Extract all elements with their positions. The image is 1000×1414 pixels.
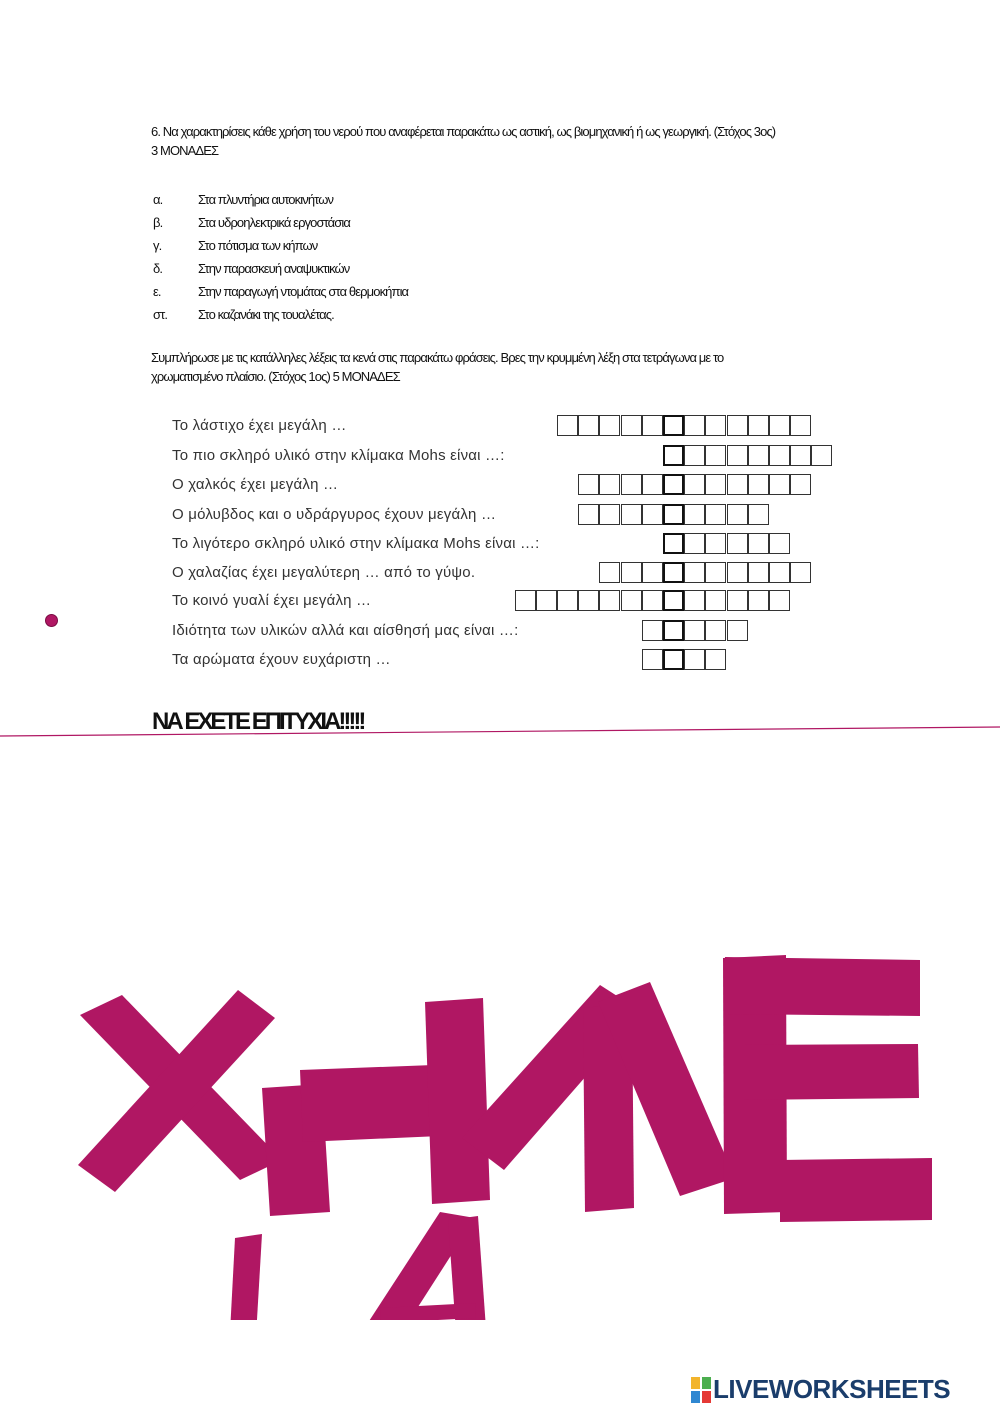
crossword-clue: Ο χαλκός έχει μεγάλη … [172, 476, 339, 493]
option-text: Στα υδροηλεκτρικά εργοστάσια [198, 215, 351, 230]
crossword-clue: Το λάστιχο έχει μεγάλη … [172, 417, 347, 434]
title-letter-alpha [332, 1212, 490, 1320]
liveworksheets-brand [691, 1374, 950, 1405]
option-letter: ε. [153, 284, 161, 299]
crossword-clue: Ιδιότητα των υλικών αλλά και αίσθησή μας είναι …: [172, 622, 519, 639]
brand-name: LIVEWORKSHEETS [713, 1374, 951, 1404]
instructions-line-1: Συμπλήρωσε με τις κατάλληλες λέξεις τα κενά στις παρακάτω φράσεις. Βρες την κρυμμένη λέξη στα τετράγωνα με το [151, 350, 724, 365]
closing-message: ΝΑ ΕΧΕΤΕ ΕΠΙΤΥΧΙΑ!!!!! [152, 708, 364, 735]
option-text: Στο καζανάκι της τουαλέτας. [198, 307, 334, 322]
option-text: Στην παραγωγή ντομάτας στα θερμοκήπια [198, 284, 409, 299]
title-letter-iota [226, 1234, 262, 1320]
liveworksheets-logo-icon [691, 1377, 711, 1403]
crossword-clue: Ο χαλαζίας έχει μεγαλύτερη … από το γύψο. [172, 564, 476, 581]
crossword-clue: Ο μόλυβδος και ο υδράργυρος έχουν μεγάλη … [172, 506, 497, 523]
option-letter: γ. [153, 238, 162, 253]
option-text: Στο πότισμα των κήπων [198, 238, 318, 253]
title-letter-chi [78, 990, 282, 1192]
option-letter: δ. [153, 261, 163, 276]
title-letter-epsilon [723, 955, 932, 1222]
crossword-clue: Το λιγότερο σκληρό υλικό στην κλίμακα Mohs είναι …: [172, 535, 540, 552]
title-art-chemistry [0, 900, 1000, 1320]
option-text: Στην παρασκευή αναψυκτικών [198, 261, 350, 276]
title-letter-mu [462, 982, 735, 1212]
option-letter: α. [153, 192, 163, 207]
option-letter: στ. [153, 307, 168, 322]
instructions-line-2: χρωματισμένο πλαίσιο. (Στόχος 1ος) 5 ΜΟΝΑΔΕΣ [151, 369, 400, 384]
option-letter: β. [153, 215, 163, 230]
crossword-clue: Τα αρώματα έχουν ευχάριστη … [172, 651, 391, 668]
question-6-points: 3 ΜΟΝΑΔΕΣ [151, 143, 219, 158]
title-letter-eta [262, 998, 490, 1216]
crossword-clue: Το πιο σκληρό υλικό στην κλίμακα Mohs είναι …: [172, 447, 505, 464]
question-6-text: 6. Να χαρακτηρίσεις κάθε χρήση του νερού που αναφέρεται παρακάτω ως αστική, ως βιομηχανική ή ως γεωργική. (Στόχος 3ος) [151, 124, 776, 139]
option-text: Στα πλυντήρια αυτοκινήτων [198, 192, 334, 207]
crossword-clue: Το κοινό γυαλί έχει μεγάλη … [172, 592, 372, 609]
